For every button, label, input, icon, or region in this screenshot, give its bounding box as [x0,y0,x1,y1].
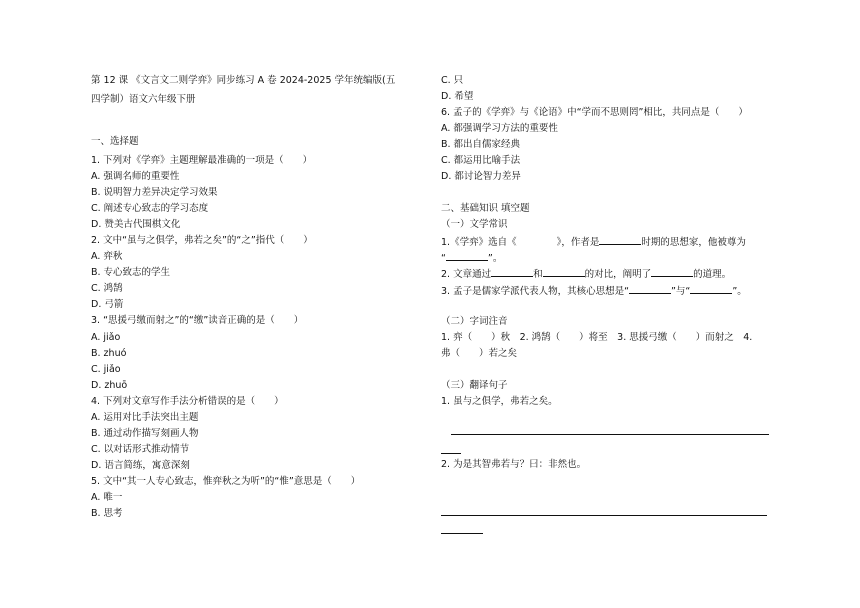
fill-q3: 3. 孟子是儒家学派代表人物，其核心思想是“ ”与“ ”。 [441,286,747,297]
q6-option-d[interactable]: D. 都讨论智力差异 [441,171,521,182]
answer-line-q1-cont[interactable] [441,453,461,454]
q4-option-a[interactable]: A. 运用对比手法突出主题 [91,412,199,423]
answer-line-q2-cont[interactable] [441,533,483,534]
q4-option-c[interactable]: C. 以对话形式推动情节 [91,444,190,455]
q3-option-d[interactable]: D. zhuō [91,380,128,391]
q5-option-b[interactable]: B. 思考 [91,508,123,519]
q3-stem: 3. “思援弓缴而射之”的“缴”读音正确的是（ ） [91,315,304,326]
q2-stem: 2. 文中“虽与之俱学，弗若之矣”的“之”指代（ ） [91,235,313,246]
q4-stem: 4. 下列对文章写作手法分析错误的是（ ） [91,396,284,407]
fill-q1-line1: 1.《学弈》选自《 》，作者是 时期的思想家，他被尊为 [441,237,746,248]
blank-contrast-b[interactable] [543,267,585,277]
q1-option-c[interactable]: C. 阐述专心致志的学习态度 [91,203,209,214]
q5-option-a[interactable]: A. 唯一 [91,492,123,503]
q6-option-b[interactable]: B. 都出自儒家经典 [441,139,521,150]
q2-option-b[interactable]: B. 专心致志的学生 [91,267,171,278]
part3-heading: （三）翻译句子 [441,380,508,391]
translate-q1: 1. 虽与之俱学，弗若之矣。 [441,396,558,407]
q2-option-a[interactable]: A. 弈秋 [91,251,123,262]
blank-lesson[interactable] [651,267,693,277]
q3-option-a[interactable]: A. jiǎo [91,332,121,343]
section2-heading: 二、基础知识 填空题 [441,203,530,214]
q5-stem: 5. 文中“其一人专心致志，惟弈秋之为听”的“惟”意思是（ ） [91,476,361,487]
section1-heading: 一、选择题 [91,136,139,147]
q1-option-b[interactable]: B. 说明智力差异决定学习效果 [91,187,218,198]
q1-option-a[interactable]: A. 强调名师的重要性 [91,171,180,182]
pinyin-line1: 1. 弈（ ）秋 2. 鸿鹄（ ）将至 3. 思援弓缴（ ）而射之 4. [441,332,753,343]
q1-option-d[interactable]: D. 赞美古代围棋文化 [91,219,181,230]
q6-stem: 6. 孟子的《学弈》与《论语》中“学而不思则罔”相比，共同点是（ ） [441,107,748,118]
fill-q1-line2: “ ”。 [441,253,503,264]
blank-core-idea-2[interactable] [690,284,732,294]
blank-title[interactable] [446,251,488,261]
q5-option-c[interactable]: C. 只 [441,75,464,86]
answer-line-q1[interactable] [451,434,769,435]
blank-core-idea-1[interactable] [629,284,671,294]
pinyin-line2: 弗（ ）若之矣 [441,348,518,359]
q2-option-c[interactable]: C. 鸿鹄 [91,283,123,294]
blank-era[interactable] [599,235,641,245]
q2-option-d[interactable]: D. 弓箭 [91,299,124,310]
q4-option-b[interactable]: B. 通过动作描写刻画人物 [91,428,199,439]
doc-title-line2: 四学制）语文六年级下册 [91,94,196,105]
q5-option-d[interactable]: D. 希望 [441,91,474,102]
blank-contrast-a[interactable] [491,267,533,277]
answer-line-q2[interactable] [441,515,767,516]
fill-q2: 2. 文章通过 和 的对比，阐明了 的道理。 [441,269,732,280]
q1-stem: 1. 下列对《学弈》主题理解最准确的一项是（ ） [91,155,313,166]
q3-option-c[interactable]: C. jiǎo [91,364,121,375]
part1-heading: （一）文学常识 [441,219,508,230]
part2-heading: （二）字词注音 [441,316,508,327]
q6-option-a[interactable]: A. 都强调学习方法的重要性 [441,123,558,134]
q3-option-b[interactable]: B. zhuó [91,348,127,359]
doc-title-line1: 第 12 课 《文言文二则学弈》同步练习 A 卷 2024-2025 学年统编版(五 [91,75,396,86]
translate-q2: 2. 为是其智弗若与？曰：非然也。 [441,459,587,470]
q6-option-c[interactable]: C. 都运用比喻手法 [441,155,521,166]
q4-option-d[interactable]: D. 语言简练，寓意深刻 [91,460,190,471]
